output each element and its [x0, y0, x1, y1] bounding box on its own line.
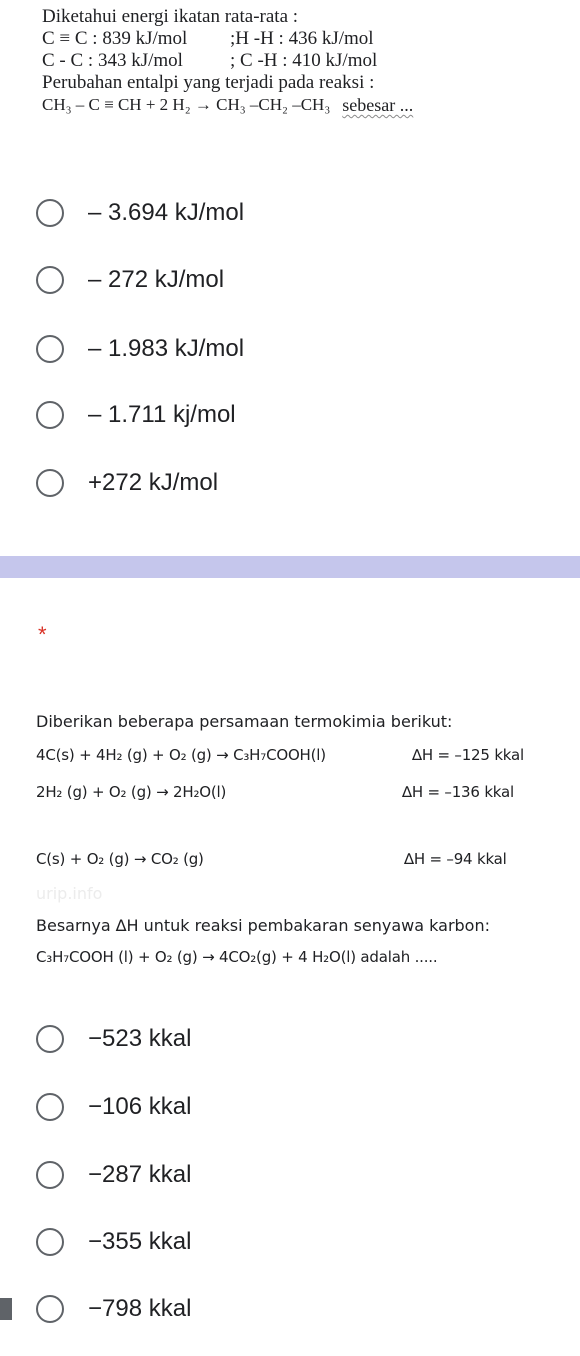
q1-bond-4: ; C -H : 410 kJ/mol — [230, 50, 378, 71]
q1-reaction: CH₃ – C ≡ CH + 2 H₂ → CH₃ –CH₂ –CH₃ — [42, 95, 331, 114]
q1-bond-1: C ≡ C : 839 kJ/mol — [42, 28, 188, 49]
option-label: – 272 kJ/mol — [88, 266, 225, 293]
radio-button[interactable] — [36, 1093, 64, 1121]
q2-option-5[interactable] — [36, 1289, 191, 1329]
q2-dh-1: ∆H = –125 kkal — [412, 746, 524, 764]
q1-reaction-row — [42, 94, 562, 116]
q1-reaction-suffix: sebesar ... — [342, 95, 414, 115]
question1-image — [42, 6, 562, 116]
q1-option-2[interactable] — [36, 260, 224, 300]
option-label: −287 kkal — [88, 1161, 192, 1188]
q2-dh-3: ∆H = –94 kkal — [404, 850, 507, 868]
option-label: +272 kJ/mol — [88, 469, 219, 496]
radio-button[interactable] — [36, 199, 64, 227]
required-asterisk: * — [38, 622, 47, 647]
radio-button[interactable] — [36, 335, 64, 363]
q1-option-4[interactable] — [36, 395, 236, 435]
q2-dh-2: ∆H = –136 kkal — [402, 783, 514, 801]
q2-option-4[interactable] — [36, 1222, 191, 1262]
radio-button[interactable] — [36, 1228, 64, 1256]
option-label: −355 kkal — [88, 1228, 192, 1255]
option-label: −523 kkal — [88, 1025, 192, 1052]
q1-option-1[interactable] — [36, 193, 244, 233]
q2-prompt: Besarnya ∆H untuk reaksi pembakaran senyawa karbon: — [36, 916, 490, 935]
watermark: urip.info — [36, 884, 103, 903]
section-divider — [0, 556, 580, 578]
radio-button[interactable] — [36, 469, 64, 497]
q2-intro: Diberikan beberapa persamaan termokimia berikut: — [36, 712, 453, 731]
q1-bond-3: C - C : 343 kJ/mol — [42, 50, 183, 71]
option-label: – 1.983 kJ/mol — [88, 335, 245, 362]
q2-equation-1: 4C(s) + 4H₂ (g) + O₂ (g) → C₃H₇COOH(l) — [36, 746, 326, 764]
q2-option-2[interactable] — [36, 1087, 191, 1127]
left-edge-marker — [0, 1298, 12, 1320]
radio-button[interactable] — [36, 1025, 64, 1053]
q2-equation-3: C(s) + O₂ (g) → CO₂ (g) — [36, 850, 204, 868]
radio-button[interactable] — [36, 1161, 64, 1189]
q1-option-3[interactable] — [36, 329, 244, 369]
q1-bond-row-2 — [42, 50, 562, 72]
q2-option-3[interactable] — [36, 1155, 191, 1195]
option-label: – 1.711 kj/mol — [88, 401, 236, 428]
q1-bond-row-1 — [42, 28, 562, 50]
q1-intro: Diketahui energi ikatan rata-rata : — [42, 6, 299, 27]
q1-bond-2: ;H -H : 436 kJ/mol — [230, 28, 374, 49]
radio-button[interactable] — [36, 1295, 64, 1323]
radio-button[interactable] — [36, 401, 64, 429]
radio-button[interactable] — [36, 266, 64, 294]
option-label: −798 kkal — [88, 1295, 192, 1322]
q2-reaction: C₃H₇COOH (l) + O₂ (g) → 4CO₂(g) + 4 H₂O(l) adalah ..... — [36, 948, 438, 966]
q1-option-5[interactable] — [36, 463, 218, 503]
q1-prompt: Perubahan entalpi yang terjadi pada reaksi : — [42, 72, 375, 93]
option-label: – 3.694 kJ/mol — [88, 199, 245, 226]
q2-option-1[interactable] — [36, 1019, 191, 1059]
option-label: −106 kkal — [88, 1093, 192, 1120]
q2-equation-2: 2H₂ (g) + O₂ (g) → 2H₂O(l) — [36, 783, 227, 801]
